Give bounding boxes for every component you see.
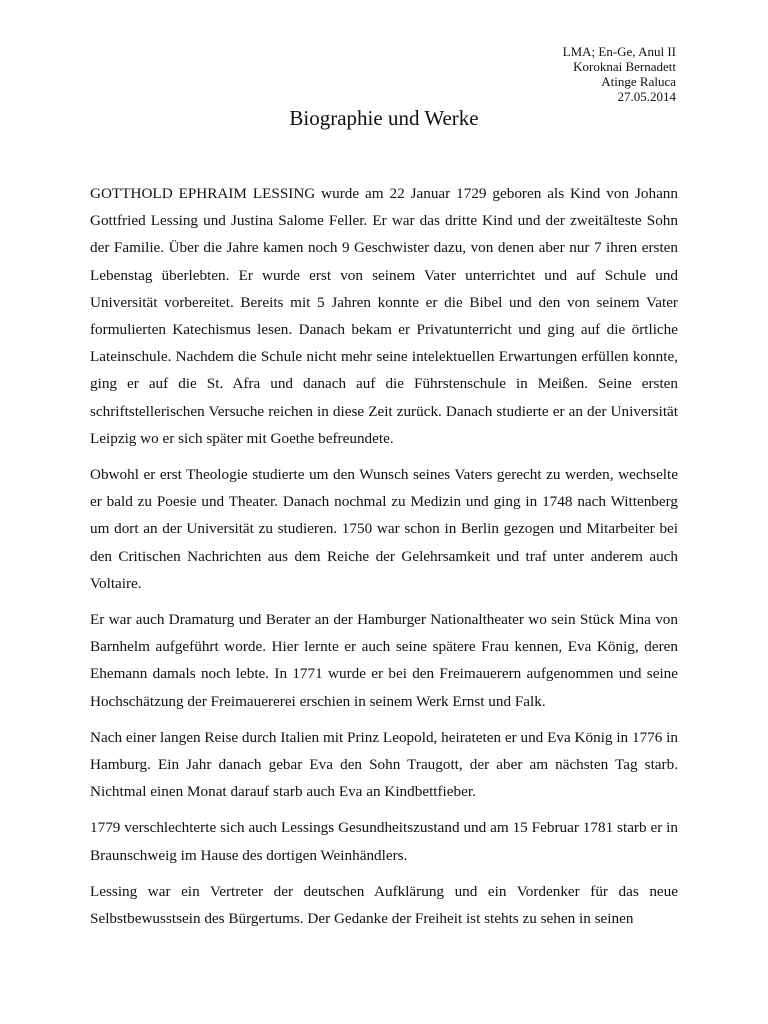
paragraph-early-life: GOTTHOLD EPHRAIM LESSING wurde am 22 Januar 1729 geboren als Kind von Johann Gottfried Lessing und Justina Salome Feller. Er war das dritte Kind und der zweitälteste Sohn der Familie. Über die Jahre kamen noch 9 Geschwister dazu, von denen aber nur 7 ihren ersten Lebenstag überlebten. Er wurde erst von seinem Vater unterrichtet und auf Schule und Universität vorbereitet. Bereits mit 5 Jahren konnte er die Bibel und den von seinem Vater formulierten Katechismus lesen. Danach bekam er Privatunterricht und ging auf die örtliche Lateinschule. Nachdem die Schule nicht mehr seine intelektuellen Erwartungen erfüllen konnte, ging er auf die St. Afra und danach auf die Führstenschule in Meißen. Seine ersten schriftstellerischen Versuche reichen in diese Zeit zurück. Danach studierte er an der Universität Leipzig wo er sich später mit Goethe befreundete. bbox=[90, 185, 678, 447]
paragraph-marriage: Nach einer langen Reise durch Italien mit Prinz Leopold, heirateten er und Eva König in 1776 in Hamburg. Ein Jahr danach gebar Eva den Sohn Traugott, der aber am nächsten Tag starb. Nichtmal einen Monat darauf starb auch Eva an Kindbettfieber. bbox=[90, 728, 678, 801]
header-author-1: Koroknai Bernadett bbox=[573, 59, 676, 74]
paragraph-enlightenment: Lessing war ein Vertreter der deutschen Aufklärung und ein Vordenker für das neue Selbstbewusstsein des Bürgertums. Der Gedanke der Freiheit ist stehts zu sehen in seinen bbox=[90, 882, 678, 928]
document-title: Biographie und Werke bbox=[289, 106, 479, 130]
header-date: 27.05.2014 bbox=[617, 89, 676, 104]
header-course: LMA; En-Ge, Anul II bbox=[562, 44, 676, 59]
header-author-2: Atinge Raluca bbox=[601, 74, 676, 89]
paragraph-hamburg: Er war auch Dramaturg und Berater an der Hamburger Nationaltheater wo sein Stück Mina von Barnhelm aufgeführt worde. Hier lernte er auch seine spätere Frau kennen, Eva König, deren Ehemann damals noch lebte. In 1771 wurde er bei den Freimauerern aufgenommen und seine Hochschätzung der Freimauererei erschien in seinem Werk Ernst und Falk. bbox=[90, 611, 678, 710]
paragraph-studies: Obwohl er erst Theologie studierte um den Wunsch seines Vaters gerecht zu werden, wechselte er bald zu Poesie und Theater. Danach nochmal zu Medizin und ging in 1748 nach Wittenberg um dort an der Universität zu studieren. 1750 war schon in Berlin gezogen und Mitarbeiter bei den Critischen Nachrichten aus dem Reiche der Gelehrsamkeit und traf unter anderem auch Voltaire. bbox=[90, 466, 678, 592]
document-body bbox=[90, 180, 678, 941]
author-header bbox=[563, 44, 676, 104]
paragraph-death: 1779 verschlechterte sich auch Lessings Gesundheitszustand und am 15 Februar 1781 starb er in Braunschweig im Hause des dortigen Weinhändlers. bbox=[90, 819, 678, 864]
